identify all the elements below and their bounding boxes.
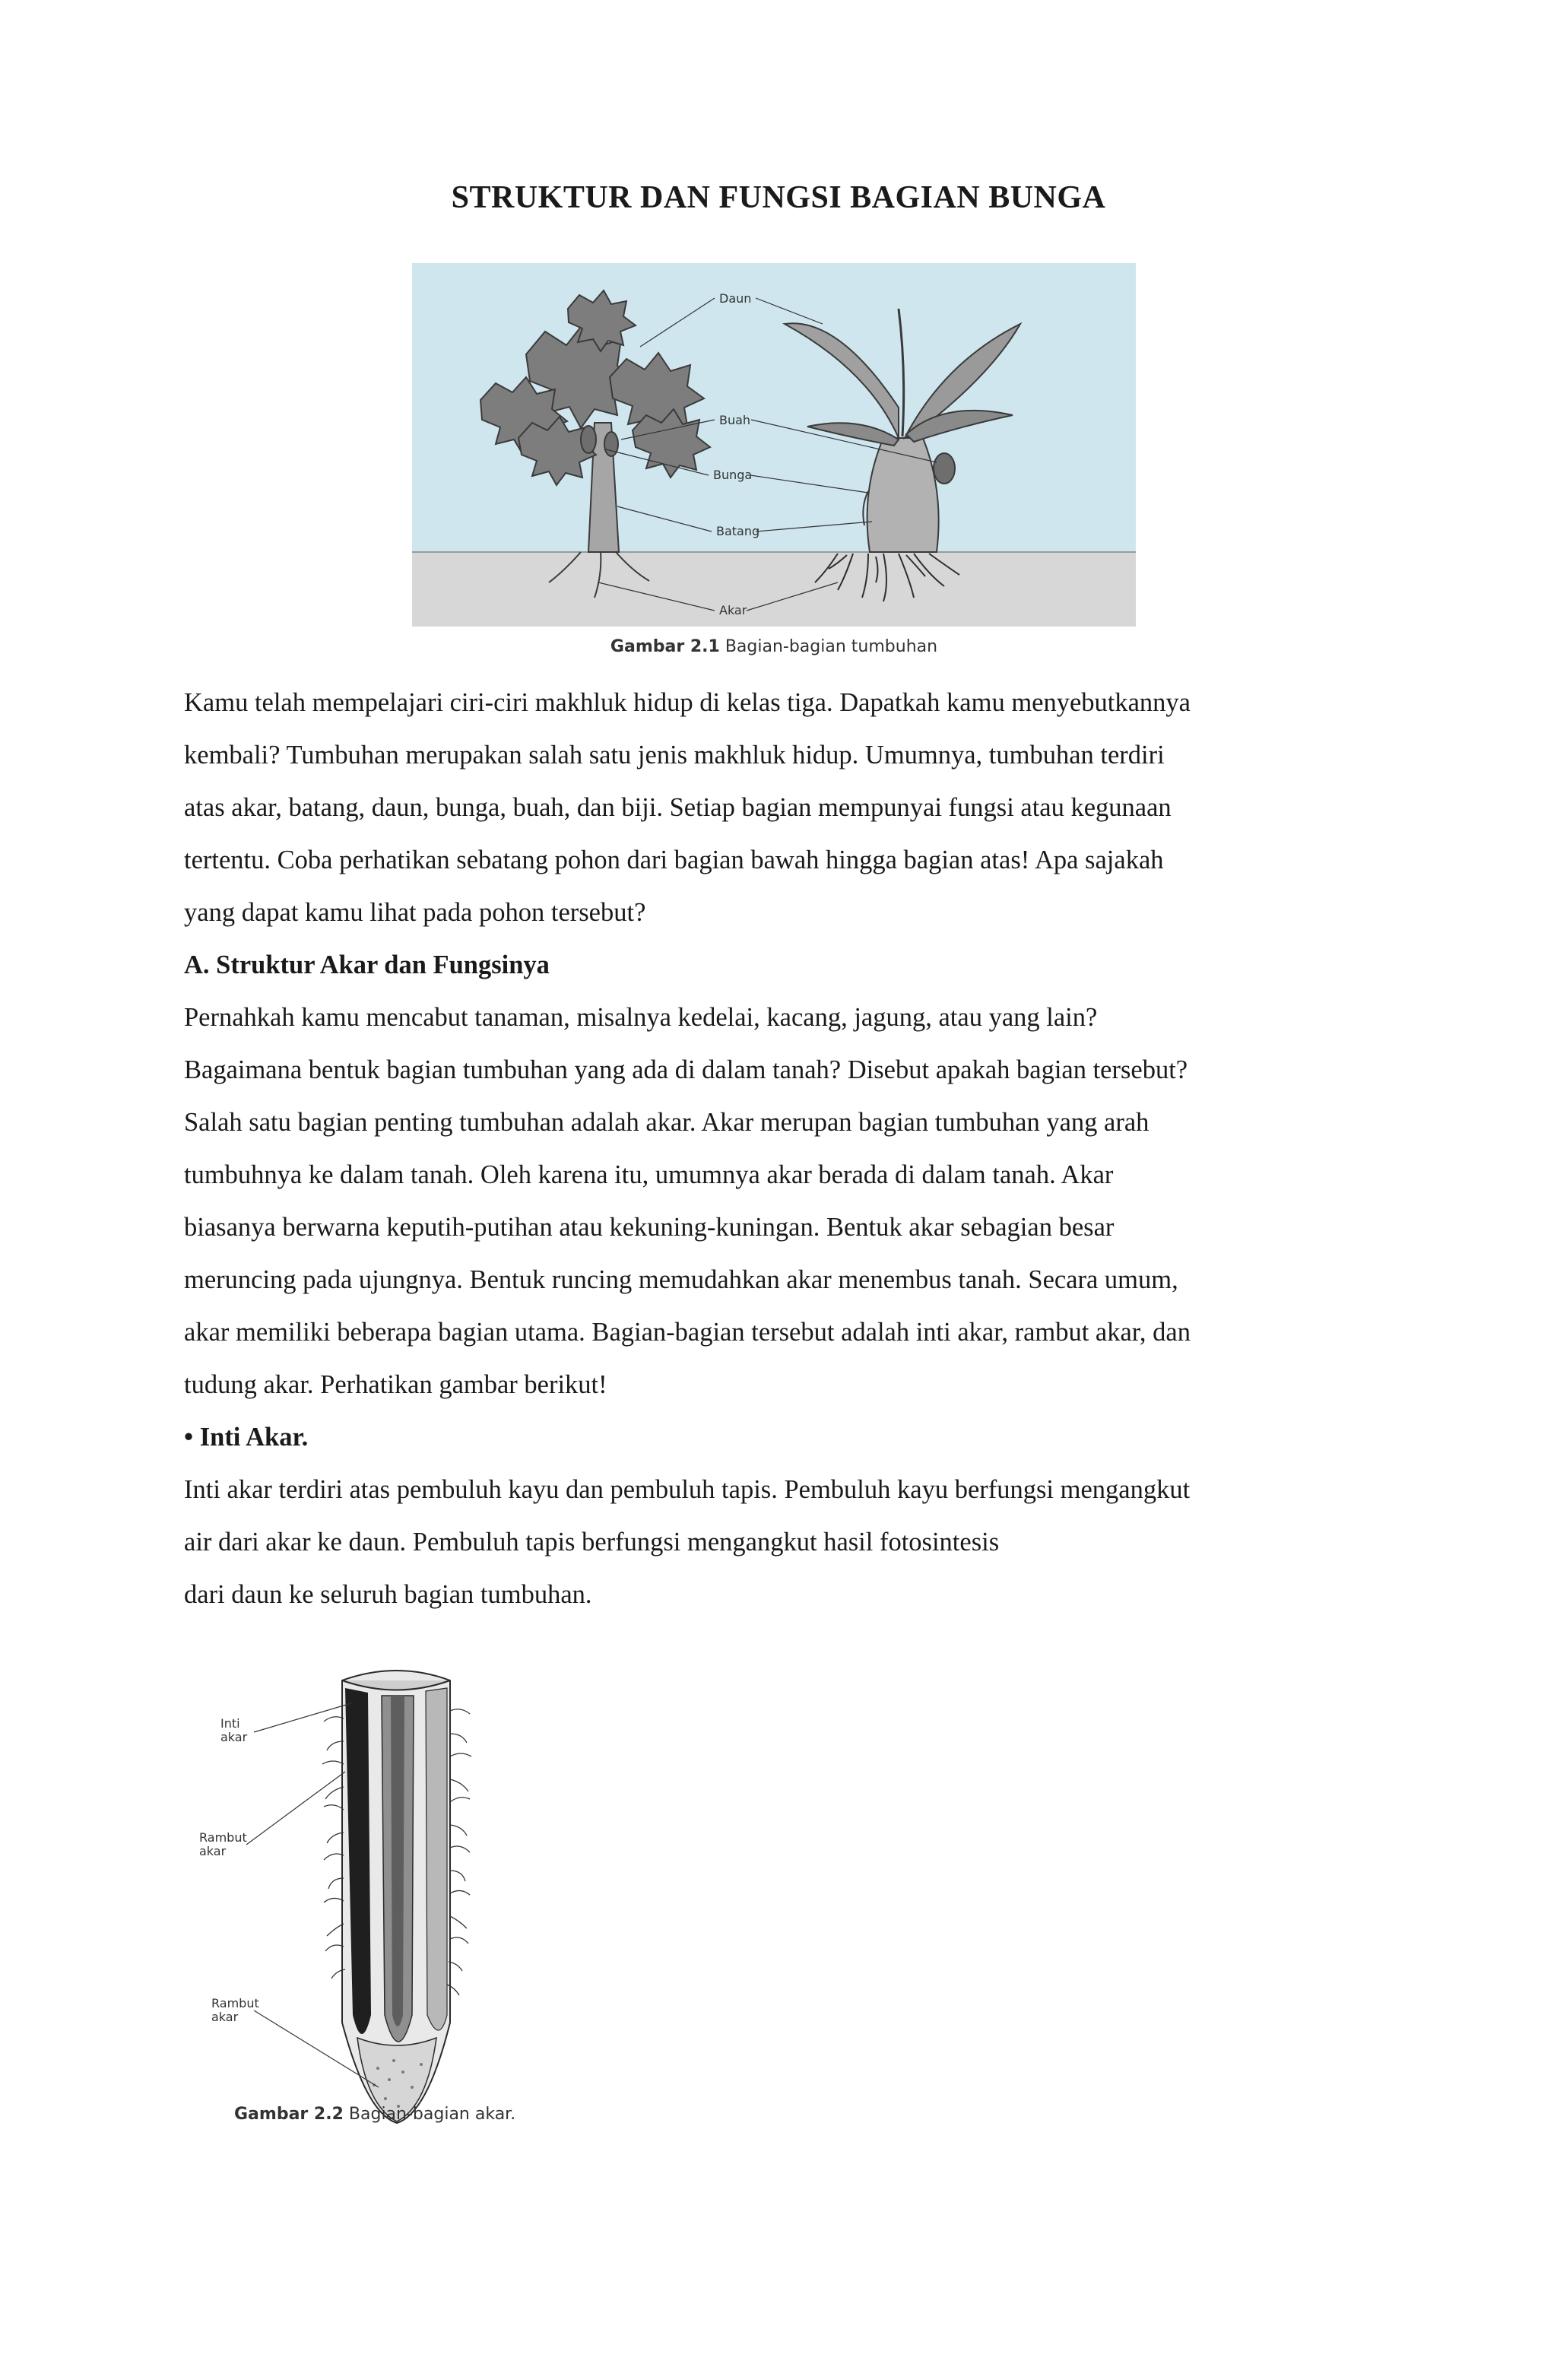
plant-parts-figure (412, 263, 1136, 627)
label-inti-akar-2: akar (220, 1730, 248, 1744)
text-line: akar memiliki beberapa bagian utama. Bagian-bagian tersebut adalah inti akar, rambut akar, dan (184, 1318, 1191, 1347)
text-line: Kamu telah mempelajari ciri-ciri makhluk hidup di kelas tiga. Dapatkah kamu menyebutkannya (184, 688, 1191, 717)
text-line: Bagaimana bentuk bagian tumbuhan yang ada di dalam tanah? Disebut apakah bagian tersebut? (184, 1055, 1188, 1084)
text-line: atas akar, batang, daun, bunga, buah, dan biji. Setiap bagian mempunyai fungsi atau kegunaan (184, 793, 1172, 822)
text-line: dari daun ke seluruh bagian tumbuhan. (184, 1580, 592, 1609)
figure2-caption (234, 2105, 515, 2124)
text-line: meruncing pada ujungnya. Bentuk runcing memudahkan akar menembus tanah. Secara umum, (184, 1265, 1178, 1294)
label-rambut-akar-bottom-2: akar (211, 2010, 239, 2024)
text-line: Inti akar terdiri atas pembuluh kayu dan pembuluh tapis. Pembuluh kayu berfungsi mengangkut (184, 1475, 1191, 1504)
label-daun: Daun (719, 291, 752, 306)
text-line: Pernahkah kamu mencabut tanaman, misalnya kedelai, kacang, jagung, atau yang lain? (184, 1003, 1098, 1032)
label-akar: Akar (719, 603, 747, 617)
figure2-labels (199, 1716, 259, 2024)
figure1-caption-prefix: Gambar 2.1 (610, 637, 720, 656)
figure1-caption-text: Bagian-bagian tumbuhan (725, 637, 938, 656)
section-heading-akar: A. Struktur Akar dan Fungsinya (184, 950, 550, 979)
text-line: tumbuhnya ke dalam tanah. Oleh karena itu, umumnya akar berada di dalam tanah. Akar (184, 1160, 1114, 1189)
text-line: kembali? Tumbuhan merupakan salah satu jenis makhluk hidup. Umumnya, tumbuhan terdiri (184, 741, 1165, 770)
label-rambut-akar-2: akar (199, 1844, 227, 1858)
text-line: biasanya berwarna keputih-putihan atau kekuning-kuningan. Bentuk akar sebagian besar (184, 1213, 1115, 1242)
label-rambut-akar-bottom-1: Rambut (211, 1996, 259, 2010)
intro-paragraph (184, 677, 1370, 1621)
text-line: Salah satu bagian penting tumbuhan adalah akar. Akar merupan bagian tumbuhan yang arah (184, 1108, 1150, 1137)
page-title: STRUKTUR DAN FUNGSI BAGIAN BUNGA (451, 180, 1106, 215)
text-line: yang dapat kamu lihat pada pohon tersebut? (184, 898, 646, 927)
figure2-caption-prefix: Gambar 2.2 (234, 2105, 344, 2124)
label-rambut-akar-1: Rambut (199, 1830, 247, 1845)
root-cross-section-illustration (322, 1671, 471, 2123)
figure1-caption (412, 637, 1136, 656)
label-inti-akar-1: Inti (220, 1716, 240, 1731)
text-line: tertentu. Coba perhatikan sebatang pohon dari bagian bawah hingga bagian atas! Apa sajakah (184, 846, 1164, 874)
text-line: air dari akar ke daun. Pembuluh tapis berfungsi mengangkut hasil fotosintesis (184, 1528, 1000, 1557)
root-parts-figure (199, 1658, 557, 2144)
label-buah: Buah (719, 413, 751, 427)
figure2-caption-text: Bagian-bagian akar. (348, 2105, 516, 2124)
text-line: tudung akar. Perhatikan gambar berikut! (184, 1370, 607, 1399)
label-bunga: Bunga (713, 468, 753, 482)
label-batang: Batang (716, 524, 760, 538)
section-heading-inti-akar: • Inti Akar. (184, 1423, 309, 1452)
